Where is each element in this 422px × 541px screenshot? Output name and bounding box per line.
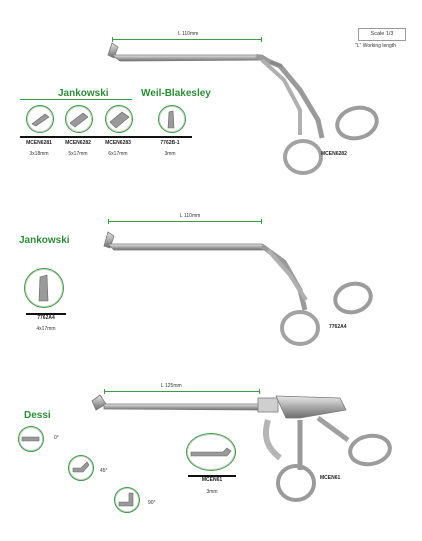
item-size: 4x17mm [36, 326, 56, 332]
instrument-code-2: 7762A4 [329, 324, 347, 330]
length-label-3: L 125mm [161, 383, 182, 389]
angle-label-45: 45° [100, 468, 108, 474]
length-bar-1 [112, 39, 262, 40]
working-length-note: "L" Working length [355, 43, 396, 49]
item-code: MCEN61 [201, 477, 223, 483]
tip-icon [66, 106, 92, 132]
instrument-code-3: MCEN61 [320, 475, 341, 481]
tip-icon [25, 269, 63, 307]
thumb-angle-0 [18, 426, 44, 452]
thumb-mcen61 [186, 433, 236, 471]
length-bar-3-end [259, 389, 260, 394]
item-code: 7762A4 [37, 315, 55, 321]
thumb-mcen6282 [65, 105, 93, 133]
thumb-7762b-1 [158, 105, 186, 133]
heading-dessi: Dessi [24, 410, 51, 421]
item-rule-1 [20, 136, 192, 138]
heading-jankowski-1: Jankowski [58, 88, 109, 99]
length-label-2: L 110mm [180, 213, 201, 219]
heading-jankowski-2: Jankowski [19, 235, 70, 246]
tip-icon [115, 488, 139, 512]
item-size: 6x17mm [108, 151, 128, 157]
rongeur-instrument-3 [92, 395, 392, 500]
tip-icon [19, 427, 43, 451]
instrument-code-1: MCEN6282 [321, 151, 347, 157]
length-bar-3-start [104, 389, 105, 394]
length-bar-2-end [261, 219, 262, 224]
thumb-7762a4 [24, 268, 64, 308]
item-code: MCEN6283 [105, 140, 131, 146]
item-code: MCEN6281 [26, 140, 52, 146]
item-size: 5x17mm [68, 151, 88, 157]
length-bar-2-start [108, 219, 109, 224]
tip-icon [159, 106, 185, 132]
heading-underline-1 [20, 99, 132, 100]
thumb-angle-90 [114, 487, 140, 513]
length-bar-1-end [261, 37, 262, 42]
length-bar-2 [108, 221, 262, 222]
item-size: 3x18mm [29, 151, 49, 157]
angle-label-0: 0° [54, 435, 59, 441]
thumb-mcen6283 [105, 105, 133, 133]
heading-weil-blakesley: Weil-Blakesley [141, 88, 211, 99]
tip-icon [106, 106, 132, 132]
item-code: MCEN6282 [65, 140, 91, 146]
length-bar-1-start [112, 37, 113, 42]
tip-icon [27, 106, 53, 132]
tip-icon [187, 434, 235, 470]
item-code: 7762B-1 [160, 140, 180, 146]
length-label-1: L 110mm [178, 31, 199, 37]
tip-icon [69, 456, 93, 480]
item-size: 3mm [164, 151, 176, 157]
thumb-mcen6281 [26, 105, 54, 133]
thumb-angle-45 [68, 455, 94, 481]
angle-label-90: 90° [148, 500, 156, 506]
item-size: 3mm [206, 489, 218, 495]
length-bar-3 [104, 391, 260, 392]
scale-label: Scale 1/3 [358, 28, 406, 41]
